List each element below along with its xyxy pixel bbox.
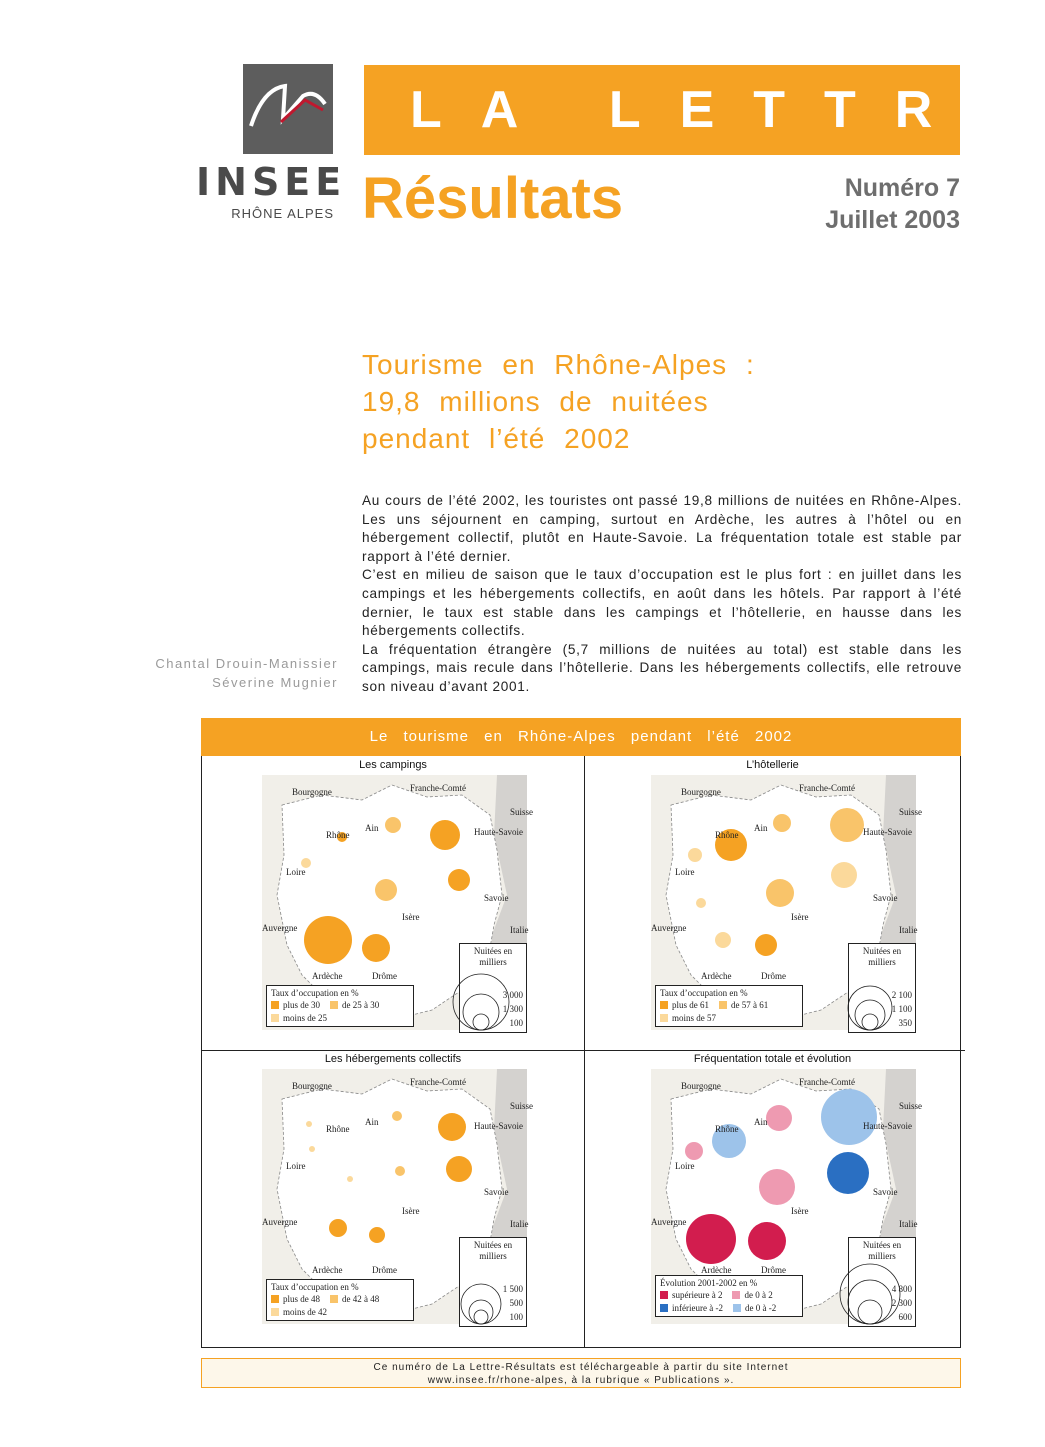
map-label: Savoie [873,1187,898,1197]
department-bubble [385,817,401,833]
insee-logo-mark [243,64,333,154]
map-label: Drôme [372,971,397,981]
size-legend-circle [848,1280,892,1324]
department-bubble [392,1111,402,1121]
size-legend-circle [463,994,499,1030]
department-bubble [748,1222,786,1260]
department-bubble [430,820,460,850]
footer-link[interactable]: www.insee.fr/rhone-alpes, à la rubrique « Publications ». [427,1375,735,1386]
legend-swatch [733,1304,741,1312]
department-bubble [304,916,352,964]
legend-swatch [330,1295,338,1303]
legend-swatch [271,1295,279,1303]
authors [100,654,338,692]
footer-line: Ce numéro de La Lettre-Résultats est téléchargeable à partir du site Internet [373,1362,789,1373]
department-bubble [759,1169,795,1205]
issue-info [760,172,960,236]
legend-item: moins de 42 [283,1306,327,1317]
legend-item: de 0 à -2 [744,1302,777,1313]
map-label: Suisse [899,807,923,817]
size-legend-value: 350 [898,1018,912,1028]
map-label: Drôme [372,1265,397,1275]
legend-item: plus de 30 [283,999,320,1010]
map-label: Drôme [761,1265,786,1275]
map-label: Savoie [484,1187,509,1197]
department-bubble [696,898,706,908]
map-label: Ardèche [312,1265,343,1275]
legend-item: de 25 à 30 [342,999,380,1010]
intro-paragraph: La fréquentation étrangère (5,7 millions de nuitées au total) est stable dans les campings, mais recule dans l’hôtellerie. Dans les hébergements collectifs, elle retrouve son niveau d’avant 2001. [362,641,962,694]
logo-mountain-icon [243,64,333,154]
department-bubble [766,879,794,907]
map-label: Italie [899,925,918,935]
legend-title: Taux d’occupation en % [271,1282,359,1292]
size-legend-value: 500 [509,1298,523,1308]
legend-title: Taux d’occupation en % [271,988,359,998]
map-panel-hotellerie [585,757,960,1049]
legend-row [660,1011,798,1024]
size-legend-circles [461,970,501,1032]
map-label: Franche-Comté [799,1077,855,1087]
map-label: Bourgogne [292,787,332,797]
legend-swatch [330,1001,338,1009]
map-label: Italie [510,1219,529,1229]
panel-title: Les campings [359,759,427,771]
footer-note [201,1358,961,1388]
size-legend-circle [474,1310,488,1324]
color-legend [266,1279,414,1321]
intro-paragraph: Au cours de l’été 2002, les touristes ont passé 19,8 millions de nuitées en Rhône-Alpes. Les uns séjournent en camping, surtout en Ardèche, les autres à l’hôtel ou en hébergement collectif, plutôt en Haute-Savoie. La fréquentation totale est stable par rapport à l’été dernier. [362,493,962,564]
legend-row [271,1292,409,1305]
map-label: Ardèche [701,1265,732,1275]
article-intro [362,492,962,697]
map-label: Rhône [326,1124,350,1134]
map-label: Auvergne [262,923,298,933]
map-label: Suisse [510,1101,534,1111]
map-label: Loire [286,867,306,877]
map-label: Franche-Comté [410,1077,466,1087]
map-label: Suisse [510,807,534,817]
size-legend-circle [840,1264,900,1324]
size-legend-circle [473,1014,489,1030]
map-label: Haute-Savoie [863,1121,912,1131]
legend-title: Taux d’occupation en % [660,988,748,998]
intro-paragraph: C’est en milieu de saison que le taux d’occupation est le plus fort : en juillet dans les campings et les hébergements collectifs, en août dans les hôtels. Par rapport à l’été dernier, le taux est stable dans les campings et l’hôtellerie, en hausse dans les hébergements collectifs. [362,567,962,639]
map-label: Ain [754,1117,768,1127]
legend-item: plus de 48 [283,1293,320,1304]
map-label: Ain [365,1117,379,1127]
size-legend-circle [461,1284,501,1324]
map-label: Loire [675,867,695,877]
legend-swatch [660,1014,668,1022]
department-bubble [685,1142,703,1160]
map-panel-frequentation-totale [585,1051,960,1347]
map-label: Loire [286,1161,306,1171]
department-bubble [438,1113,466,1141]
publication-subtitle: Résultats [362,166,624,231]
legend-row [271,1011,409,1024]
size-legend [848,1237,916,1327]
department-bubble [766,1105,792,1131]
department-bubble [448,869,470,891]
size-legend-value: 1 300 [502,1004,523,1014]
size-legend [459,1237,527,1327]
department-bubble [830,808,864,842]
size-legend-circle [858,1300,882,1324]
department-bubble [362,934,390,962]
department-bubble [827,1152,869,1194]
color-legend [655,1275,803,1317]
map-label: Rhône [715,830,739,840]
department-bubble [715,932,731,948]
legend-item: moins de 57 [672,1012,716,1023]
size-legend-value: 2 100 [891,990,912,1000]
map-label: Drôme [761,971,786,981]
map-label: Haute-Savoie [474,1121,523,1131]
legend-swatch [660,1001,668,1009]
size-legend-value: 4 800 [891,1284,912,1294]
legend-item: plus de 61 [672,999,709,1010]
map-label: Savoie [873,893,898,903]
map-label: Isère [791,912,809,922]
legend-row [271,998,409,1011]
legend-item: inférieure à -2 [672,1302,723,1313]
map-panel-campings [202,757,584,1049]
map-label: Ardèche [312,971,343,981]
size-legend-circle [469,1300,493,1324]
map-label: Isère [402,1206,420,1216]
size-legend-value: 100 [509,1312,523,1322]
map-label: Bourgogne [681,787,721,797]
department-bubble [773,814,791,832]
size-legend [848,943,916,1033]
map-label: Haute-Savoie [474,827,523,837]
legend-swatch [719,1001,727,1009]
size-legend-value: 3 000 [502,990,523,1000]
article-title [362,346,802,457]
department-bubble [821,1089,877,1145]
map-panel-hebergements-collectifs [202,1051,584,1347]
legend-item: de 57 à 61 [731,999,769,1010]
size-legend-value: 2 300 [891,1298,912,1308]
legend-swatch [660,1304,668,1312]
department-bubble [688,848,702,862]
author-name: Chantal Drouin-Manissier [155,656,338,671]
size-legend-title: Nuitées en milliers [862,946,902,967]
size-legend-circles [850,1264,890,1326]
department-bubble [395,1166,405,1176]
panel-title: Les hébergements collectifs [324,1053,462,1065]
department-bubble [306,1121,312,1127]
department-bubble [375,879,397,901]
issue-date: Juillet 2003 [825,206,960,234]
map-label: Franche-Comté [799,783,855,793]
size-legend-circle [855,1000,885,1030]
map-label: Auvergne [651,923,687,933]
map-label: Suisse [899,1101,923,1111]
logo-region: RHÔNE ALPES [231,206,334,221]
size-legend-circles [461,1264,501,1326]
map-label: Bourgogne [681,1081,721,1091]
map-label: Ain [754,823,768,833]
legend-item: de 0 à 2 [744,1289,773,1300]
size-legend-title: Nuitées en milliers [862,1240,902,1261]
legend-item: supérieure à 2 [672,1289,723,1300]
title-line: Tourisme en Rhône-Alpes : [362,349,755,380]
map-label: Franche-Comté [410,783,466,793]
size-legend-value: 1 500 [502,1284,523,1294]
map-label: Rhône [326,830,350,840]
department-bubble [755,934,777,956]
legend-swatch [271,1308,279,1316]
legend-row [660,998,798,1011]
map-label: Bourgogne [292,1081,332,1091]
department-bubble [446,1156,472,1182]
map-label: Auvergne [651,1217,687,1227]
banner-title: LA LETTRE [410,81,1045,139]
issue-number: Numéro 7 [844,174,960,202]
department-bubble [329,1219,347,1237]
legend-item: moins de 25 [283,1012,327,1023]
size-legend-circles [850,970,890,1032]
legend-swatch [660,1291,668,1299]
map-label: Haute-Savoie [863,827,912,837]
legend-swatch [271,1001,279,1009]
map-label: Italie [899,1219,918,1229]
map-label: Ain [365,823,379,833]
title-line: 19,8 millions de nuitées [362,386,709,417]
size-legend-value: 1 100 [891,1004,912,1014]
map-label: Loire [675,1161,695,1171]
color-legend [266,985,414,1027]
legend-swatch [271,1014,279,1022]
size-legend [459,943,527,1033]
map-label: Ardèche [701,971,732,981]
size-legend-circle [848,986,892,1030]
size-legend-circle [862,1014,878,1030]
size-legend-title: Nuitées en milliers [473,1240,513,1261]
department-bubble [309,1146,315,1152]
legend-title: Évolution 2001-2002 en % [660,1278,758,1288]
size-legend-circle [453,974,509,1030]
size-legend-title: Nuitées en milliers [473,946,513,967]
map-label: Isère [402,912,420,922]
title-line: pendant l’été 2002 [362,423,631,454]
size-legend-value: 100 [509,1018,523,1028]
legend-row [271,1305,409,1318]
map-label: Auvergne [262,1217,298,1227]
panel-title: L’hôtellerie [746,759,799,771]
legend-row [660,1301,798,1314]
legend-swatch [732,1291,740,1299]
map-label: Savoie [484,893,509,903]
author-name: Séverine Mugnier [212,675,338,690]
figure-title: Le tourisme en Rhône-Alpes pendant l’été 2002 [201,718,961,756]
department-bubble [369,1227,385,1243]
logo-brand: INSEE [196,160,347,204]
map-label: Rhône [715,1124,739,1134]
department-bubble [686,1214,736,1264]
department-bubble [831,862,857,888]
map-label: Italie [510,925,529,935]
size-legend-value: 600 [898,1312,912,1322]
legend-item: de 42 à 48 [342,1293,380,1304]
legend-row [660,1288,798,1301]
panel-title: Fréquentation totale et évolution [693,1053,852,1065]
department-bubble [347,1176,353,1182]
map-label: Isère [791,1206,809,1216]
color-legend [655,985,803,1027]
